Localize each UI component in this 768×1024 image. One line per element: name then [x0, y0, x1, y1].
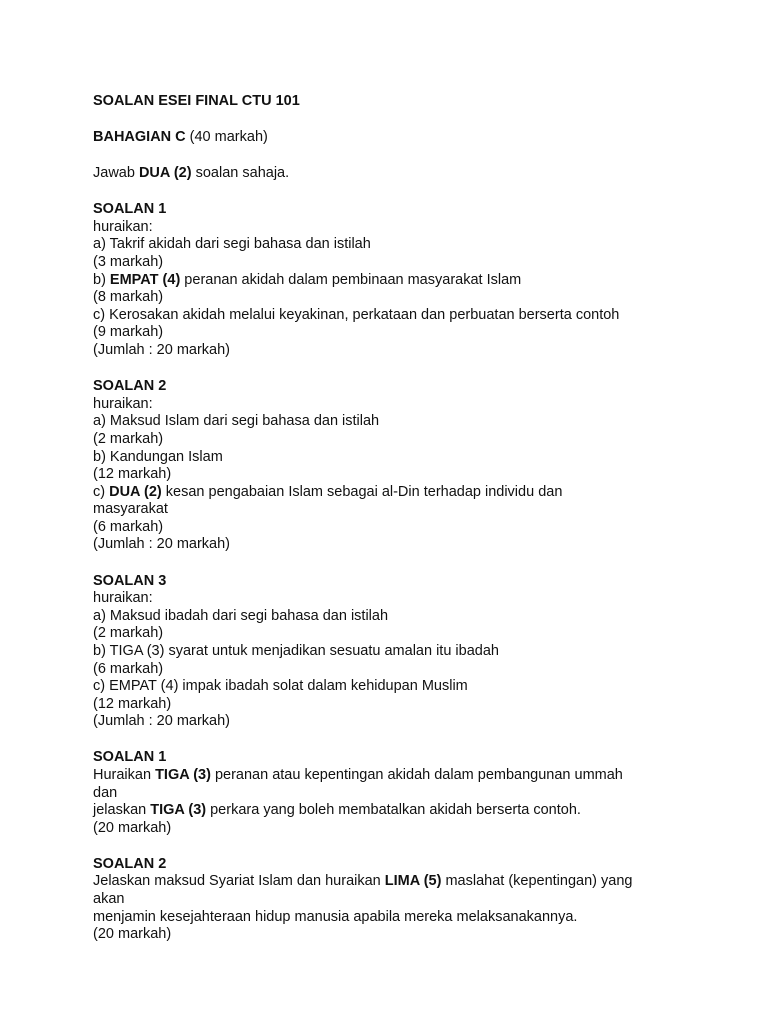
question-1-part-a: a) Takrif akidah dari segi bahasa dan istilah [93, 236, 371, 253]
question-4-heading: SOALAN 1 [93, 749, 167, 766]
instruction-post: soalan sahaja. [191, 165, 290, 182]
question-2-part-c [93, 484, 698, 502]
q1-b-prefix: b) [93, 271, 110, 288]
section-label: BAHAGIAN C [93, 129, 186, 146]
question-1-part-a-marks: (3 markah) [93, 254, 164, 271]
question-2-part-b-marks: (12 markah) [93, 466, 172, 483]
q2-c-prefix: c) [93, 483, 110, 500]
question-5-line-3: menjamin kesejahteraan hidup manusia apabila mereka melaksanakannya. [93, 908, 578, 925]
question-3-part-a-marks: (2 markah) [93, 625, 164, 642]
q4-l3-count: TIGA (3) [150, 802, 207, 819]
question-3-part-c-marks: (12 markah) [93, 695, 172, 712]
question-3-part-c: c) EMPAT (4) impak ibadah solat dalam kehidupan Muslim [93, 678, 468, 695]
question-4-line-1 [93, 767, 698, 785]
question-5-line-2: akan [93, 891, 125, 908]
question-5-line-1 [93, 873, 698, 891]
section-marks: (40 markah) [185, 129, 268, 146]
question-3-part-b-marks: (6 markah) [93, 660, 164, 677]
q2-c-text: kesan pengabaian Islam sebagai al-Din terhadap individu dan [161, 483, 563, 500]
document-title: SOALAN ESEI FINAL CTU 101 [93, 93, 300, 109]
question-1-part-c: c) Kerosakan akidah melalui keyakinan, perkataan dan perbuatan berserta contoh [93, 306, 620, 323]
q5-l1-text: maslahat (kepentingan) yang [441, 873, 633, 890]
question-3-part-b: b) TIGA (3) syarat untuk menjadikan sesuatu amalan itu ibadah [93, 642, 499, 659]
question-1-part-c-marks: (9 markah) [93, 324, 164, 341]
question-2-part-b: b) Kandungan Islam [93, 448, 223, 465]
question-1-total: (Jumlah : 20 markah) [93, 342, 230, 359]
q4-l1-text: peranan atau kepentingan akidah dalam pembangunan ummah [210, 767, 623, 783]
question-2-part-c-continued: masyarakat [93, 501, 168, 518]
q1-b-count: EMPAT (4) [109, 271, 181, 288]
question-2-total: (Jumlah : 20 markah) [93, 536, 230, 553]
question-3-heading: SOALAN 3 [93, 572, 167, 589]
question-2-intro: huraikan: [93, 395, 153, 412]
question-3-total: (Jumlah : 20 markah) [93, 713, 230, 730]
q4-l3-prefix: jelaskan [93, 802, 151, 819]
question-3-part-a: a) Maksud ibadah dari segi bahasa dan istilah [93, 607, 389, 624]
question-4-line-3 [93, 802, 698, 820]
question-4-line-2: dan [93, 784, 118, 801]
question-5-heading: SOALAN 2 [93, 855, 167, 872]
q1-b-text: peranan akidah dalam pembinaan masyarakat Islam [180, 271, 522, 288]
question-1-heading: SOALAN 1 [93, 201, 167, 218]
instruction-text [93, 165, 698, 183]
section-heading [93, 129, 698, 147]
question-2-part-a-marks: (2 markah) [93, 430, 164, 447]
question-1-part-b [93, 272, 698, 290]
q5-l1-prefix: Jelaskan maksud Syariat Islam dan huraikan [93, 873, 385, 890]
instruction-count: DUA (2) [138, 165, 192, 182]
question-3-intro: huraikan: [93, 590, 153, 607]
q4-l1-count: TIGA (3) [155, 767, 211, 783]
q4-l3-text: perkara yang boleh membatalkan akidah berserta contoh. [206, 802, 581, 819]
question-2-part-a: a) Maksud Islam dari segi bahasa dan istilah [93, 413, 380, 430]
q4-l1-prefix: Huraikan [93, 767, 156, 783]
q2-c-count: DUA (2) [109, 483, 162, 500]
question-2-part-c-marks: (6 markah) [93, 518, 164, 535]
question-4-marks: (20 markah) [93, 819, 172, 836]
question-5-marks: (20 markah) [93, 926, 172, 943]
question-1-intro: huraikan: [93, 218, 153, 235]
q5-l1-count: LIMA (5) [384, 873, 442, 890]
question-2-heading: SOALAN 2 [93, 378, 167, 395]
question-1-part-b-marks: (8 markah) [93, 289, 164, 306]
instruction-pre: Jawab [93, 165, 139, 182]
